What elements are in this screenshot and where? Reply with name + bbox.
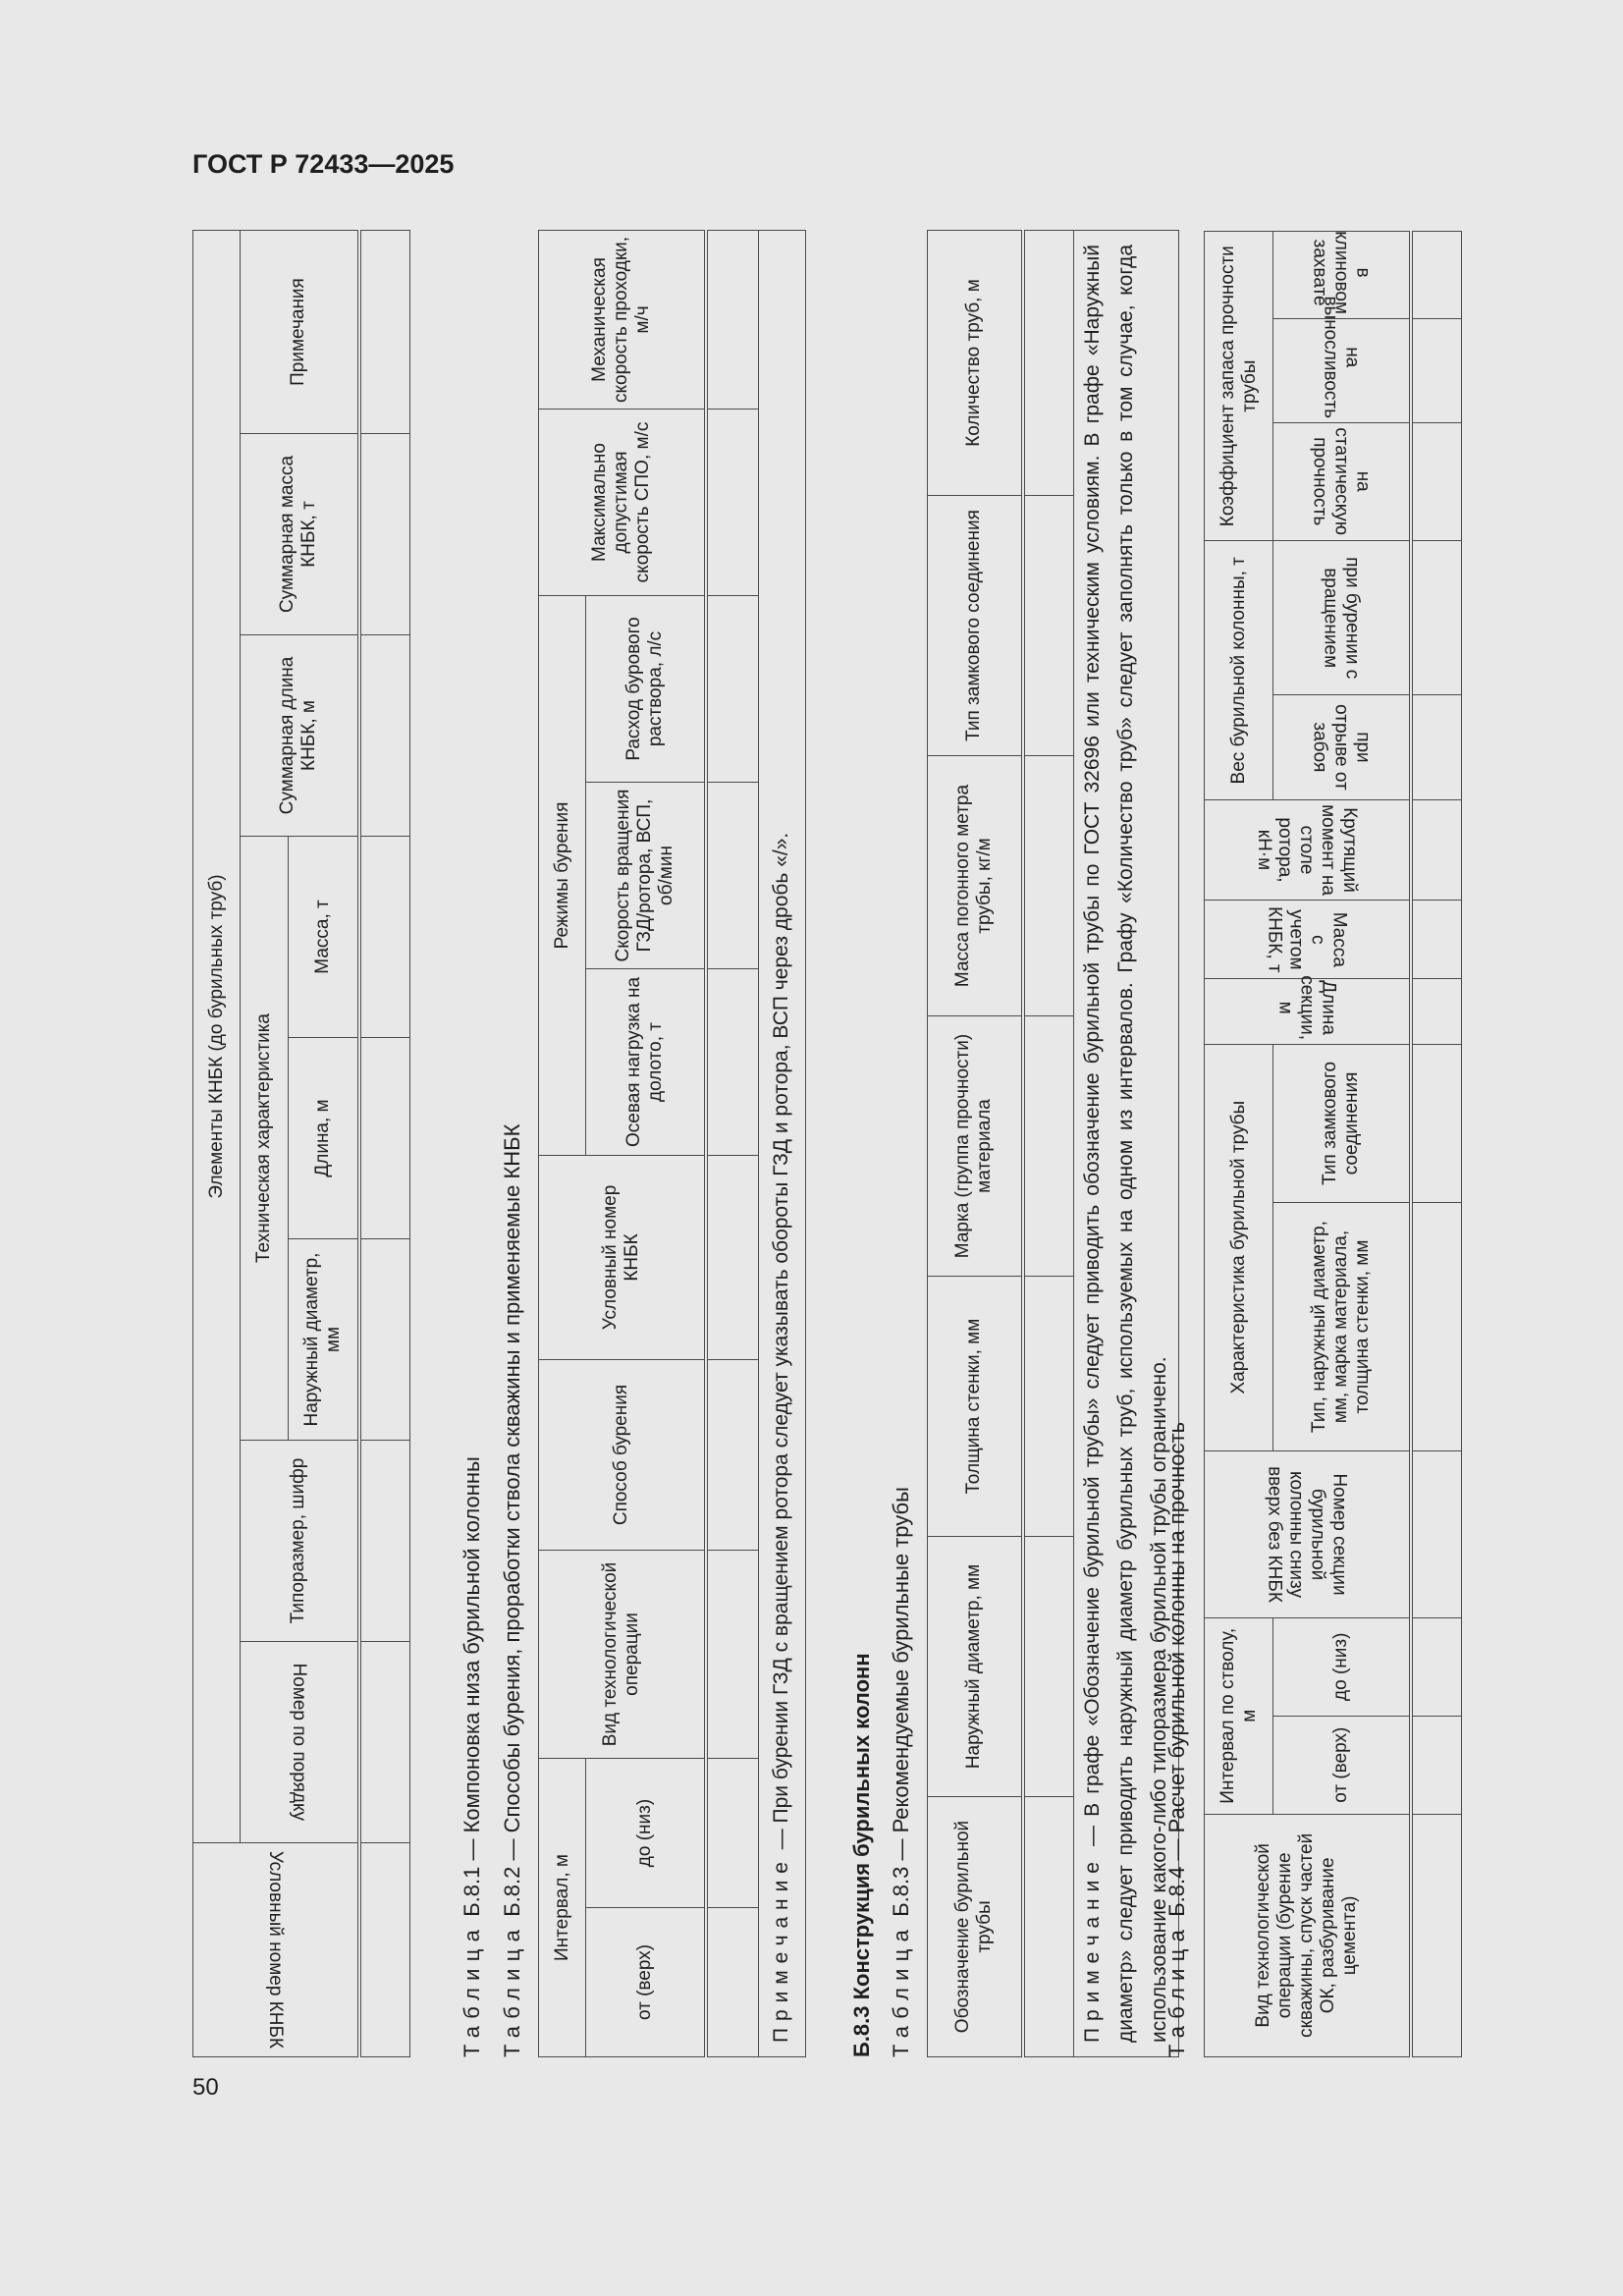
b84-col-from: от (верх): [1273, 1716, 1411, 1814]
b83-col-mass: Масса погонного метра трубы, кг/м: [928, 756, 1023, 1016]
b81-group-elements: Элементы КНБК (до бурильных труб): [193, 231, 241, 1843]
table-row: [1023, 231, 1074, 2057]
b84-group-weight: Вес бурильной колонны, т: [1205, 541, 1273, 800]
b82-col-from: от (верх): [586, 1908, 706, 2057]
b81-col-sum-mass: Суммарная масса КНБК, т: [241, 434, 359, 635]
section-b83-title: Б.8.3 Конструкция бурильных колонн: [849, 1653, 874, 2057]
b84-group-interval: Интервал по стволу, м: [1205, 1617, 1273, 1814]
b82-col-max-spo: Максимально допустимая скорость СПО, м/с: [539, 409, 706, 595]
b84-col-type: Тип, наружный диаметр, мм, марка материала, толщина стенки, мм: [1273, 1203, 1411, 1450]
b84-col-mass: Масса с учетом КНБК, т: [1205, 901, 1411, 978]
b82-col-knbk: Условный номер КНБК: [539, 1156, 706, 1360]
table-b81-caption: Таблица Б.8.1 — Компоновка низа бурильной колонны: [460, 1456, 484, 2057]
b84-col-to: до (низ): [1273, 1617, 1411, 1716]
table-b83: [927, 230, 1179, 2057]
b81-col-diam: Наружный диаметр, мм: [289, 1239, 359, 1441]
b84-col-k-static: на статическую прочность: [1273, 422, 1411, 541]
page-number: 50: [192, 2074, 219, 2101]
b84-col-joint: Тип замкового соединения: [1273, 1044, 1411, 1203]
b82-col-mech: Механическая скорость проходки, м/ч: [539, 230, 706, 409]
b83-col-designation: Обозначение бурильной трубы: [928, 1797, 1023, 2057]
b81-col-order: Номер по порядку: [241, 1642, 359, 1843]
b81-group-tech: Техническая характеристика: [241, 837, 289, 1441]
b84-col-operation: Вид технологической операции (бурение скважины, спуск частей ОК, разбуривание цемента): [1205, 1814, 1411, 2056]
b82-col-operation: Вид технологической операции: [539, 1551, 706, 1759]
b81-col-knbk: Условный номер КНБК: [193, 1843, 359, 2057]
b83-col-wall: Толщина стенки, мм: [928, 1277, 1023, 1537]
b84-col-k-wedge: в клиновом захвате: [1273, 232, 1411, 319]
b83-col-diam: Наружный диаметр, мм: [928, 1537, 1023, 1797]
b82-col-to: до (низ): [586, 1759, 706, 1908]
table-b81: [192, 230, 410, 2057]
table-b82: [538, 230, 806, 2057]
b84-group-char: Характеристика бурильной трубы: [1205, 1044, 1273, 1450]
b82-col-method: Способ бурения: [539, 1360, 706, 1551]
b83-note: Примечание — В графе «Обозначение бурильной трубы» следует приводить обозначение бурильной трубы по ГОСТ 32696 или техническим условиям. В графе «Наружный диаметр» следует приводить наружный диаметр бурильных труб, используемых на одном из интервалов. Графу «Количество труб» следует заполнять только в том случае, когда использование какого-либо типоразмера бурильной трубы ограничено.: [1073, 231, 1178, 2057]
b84-col-len: Длина секции, м: [1205, 978, 1411, 1044]
b84-col-w-bottom: при отрыве от забоя: [1273, 695, 1411, 800]
table-row: [359, 231, 410, 2057]
table-b84: [1204, 231, 1462, 2057]
b84-col-w-rot: при бурении с вращением: [1273, 541, 1411, 695]
b82-col-load: Осевая нагрузка на долото, т: [586, 969, 706, 1156]
b83-col-qty: Количество труб, м: [928, 231, 1023, 496]
table-row: [706, 230, 759, 2056]
b81-col-sum-len: Суммарная длина КНБК, м: [241, 635, 359, 837]
b82-group-modes: Режимы бурения: [539, 595, 586, 1155]
b83-col-grade: Марка (группа прочности) материала: [928, 1016, 1023, 1277]
b82-group-interval: Интервал, м: [539, 1759, 586, 2057]
b84-group-safety: Коэффициент запаса прочности трубы: [1205, 232, 1273, 541]
table-b82-caption: Таблица Б.8.2 — Способы бурения, проработки ствола скважины и применяемые КНБК: [500, 1123, 524, 2057]
b83-col-joint: Тип замкового соединения: [928, 496, 1023, 756]
b82-col-flow: Расход бурового раствора, л/с: [586, 595, 706, 782]
table-row: [1411, 232, 1462, 2057]
b81-col-mass: Масса, т: [289, 837, 359, 1038]
b82-col-speed: Скорость вращения ГЗД/ротора, ВСП, об/мин: [586, 783, 706, 969]
b84-col-k-endur: на выносливость: [1273, 318, 1411, 422]
table-b83-caption: Таблица Б.8.3 — Рекомендуемые бурильные трубы: [889, 1487, 913, 2057]
rotated-content: [192, 231, 1508, 2057]
b81-col-size: Типоразмер, шифр: [241, 1441, 359, 1642]
b81-col-notes: Примечания: [241, 231, 359, 434]
b82-note: Примечание — При бурении ГЗД с вращением ротора следует указывать обороты ГЗД и ротора, ВСП через дробь «/».: [758, 230, 805, 2056]
document-header: ГОСТ Р 72433—2025: [192, 149, 455, 179]
b84-col-torque: Крутящий момент на столе ротора, кН·м: [1205, 800, 1411, 901]
b81-col-len: Длина, м: [289, 1038, 359, 1239]
table-b84-caption: Таблица Б.8.4 — Расчет бурильной колонны на прочность: [1164, 1421, 1189, 2057]
b84-col-section: Номер секции бурильной колонны снизу вверх без КНБК: [1205, 1450, 1411, 1617]
